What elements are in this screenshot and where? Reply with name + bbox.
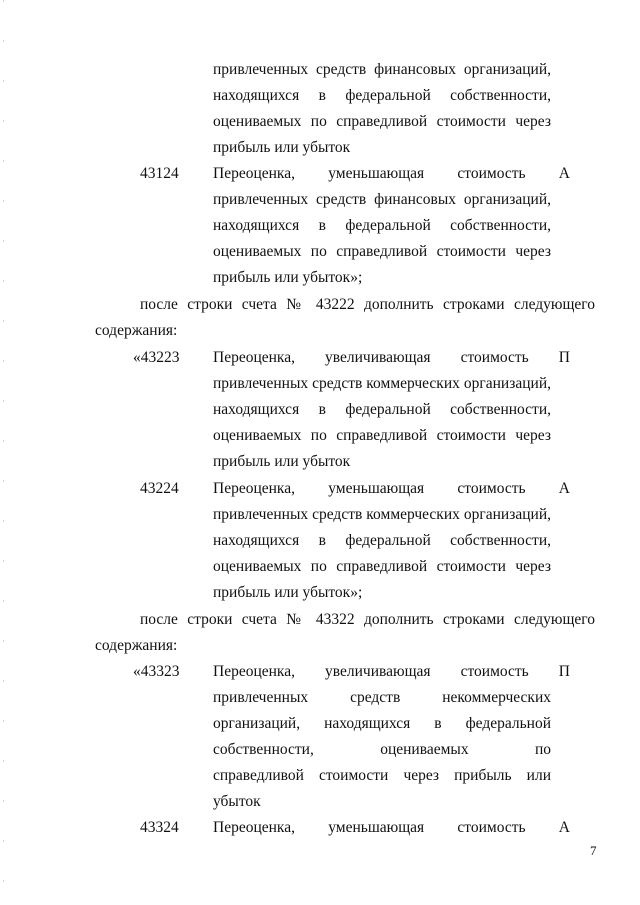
entry-text-line: Переоценка, уменьшающая стоимость А [213,819,570,836]
entry-text-line: Переоценка, уменьшающая стоимость А [213,480,570,497]
entry-text-line: оцениваемых по справедливой стоимости через [213,243,551,260]
entry-text-line: собственности, оцениваемых по [213,741,551,758]
entry-text-line: привлеченных средств некоммерческих [213,689,551,706]
entry-text-line: оцениваемых по справедливой стоимости через [213,113,551,130]
entry-text-line: прибыль или убыток»; [213,584,363,601]
entry-text-line: привлеченных средств коммерческих организаций, [213,506,551,523]
entry-text-line: прибыль или убыток»; [213,269,363,286]
entry-text-line: Переоценка, увеличивающая стоимость П [213,663,570,680]
account-code: 43124 [140,165,179,182]
entry-text-line: Переоценка, увеличивающая стоимость П [213,349,570,366]
entry-text-line: находящихся в федеральной собственности, [213,532,551,549]
body-paragraph-line: содержания: [95,637,178,654]
entry-text-line: организаций, находящихся в федеральной [213,715,551,732]
account-code: «43323 [133,663,180,680]
account-code: 43324 [140,819,179,836]
body-paragraph-line: после строки счета № 43222 дополнить строками следующего [140,296,595,313]
body-paragraph-line: после строки счета № 43322 дополнить строками следующего [140,611,595,628]
entry-text-line: привлеченных средств коммерческих организаций, [213,375,551,392]
entry-text-line: Переоценка, уменьшающая стоимость А [213,165,570,182]
entry-text-line: оцениваемых по справедливой стоимости через [213,427,551,444]
entry-text-line: привлеченных средств финансовых организаций, [213,61,551,78]
account-code: 43224 [140,480,179,497]
entry-text-line: прибыль или убыток [213,139,351,156]
entry-text-line: находящихся в федеральной собственности, [213,217,551,234]
entry-text-line: справедливой стоимости через прибыль или [213,767,551,784]
entry-text-line: привлеченных средств финансовых организаций, [213,191,551,208]
page-number: 7 [590,843,597,858]
entry-text-line: находящихся в федеральной собственности, [213,401,551,418]
account-code: «43223 [133,349,180,366]
entry-text-line: оцениваемых по справедливой стоимости через [213,558,551,575]
body-paragraph-line: содержания: [95,322,178,339]
entry-text-line: прибыль или убыток [213,453,351,470]
entry-text-line: находящихся в федеральной собственности, [213,87,551,104]
entry-text-line: убыток [213,793,261,810]
